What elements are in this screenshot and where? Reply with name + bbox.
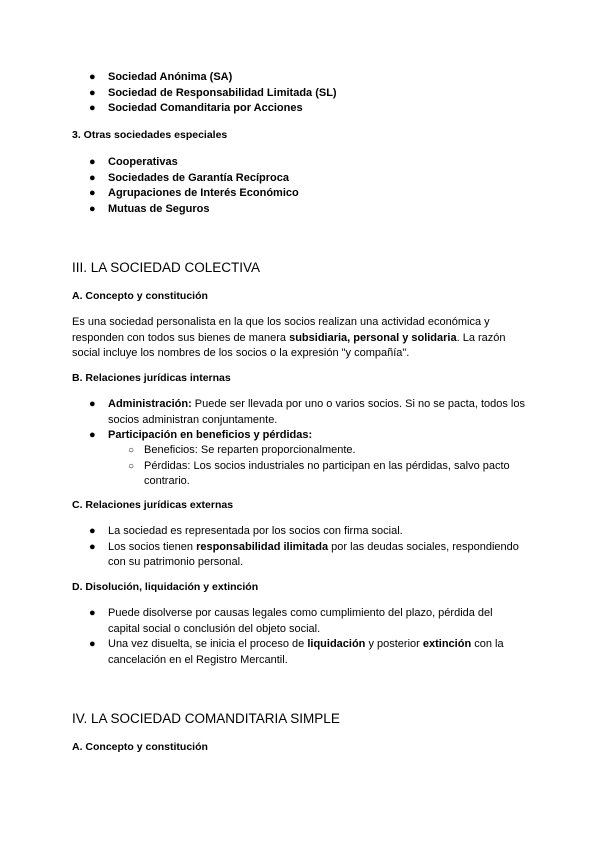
bullet-icon: ● (89, 71, 96, 83)
list-item: ● Sociedad Comanditaria por Acciones (72, 101, 542, 117)
list-item: ● Participación en beneficios y pérdidas: (72, 428, 527, 444)
list-item: ○ Beneficios: Se reparten proporcionalmente. (72, 443, 527, 459)
heading-iii-d: D. Disolución, liquidación y extinción (72, 581, 259, 593)
heading-iii-b: B. Relaciones jurídicas internas (72, 372, 231, 384)
sublist-iii-b (72, 443, 527, 490)
heading-otras-sociedades: 3. Otras sociedades especiales (72, 129, 228, 141)
list-item: ● Puede disolverse por causas legales como cumplimiento del plazo, pérdida del capital social o conclusión del objeto social. (89, 607, 493, 635)
list-item: ● Sociedad Anónima (SA) (72, 70, 542, 86)
bullet-icon: ● (89, 638, 96, 650)
list-item: ● Una vez disuelta, se inicia el proceso de liquidación y posterior extinción con la cancelación en el Registro Mercantil. (89, 638, 504, 666)
list-item: ● Administración: Puede ser llevada por uno o varios socios. Si no se pacta, todos los socios administran conjuntamente. (89, 398, 525, 426)
circle-bullet-icon: ○ (128, 445, 135, 456)
list-sociedades-capitalistas (72, 70, 542, 117)
list-iii-b (72, 397, 527, 444)
section-title-iv: IV. LA SOCIEDAD COMANDITARIA SIMPLE (72, 711, 340, 726)
paragraph-iii-a: Es una sociedad personalista en la que los socios realizan una actividad económica y responden con todos sus bienes de manera subsidiaria, personal y solidaria. La razón social incluye los nombres de los socios o la expresión "y compañía". (72, 316, 506, 359)
section-title-iii: III. LA SOCIEDAD COLECTIVA (72, 260, 261, 275)
bullet-icon: ● (89, 540, 96, 553)
heading-iii-a: A. Concepto y constitución (72, 290, 208, 302)
list-iii-d (72, 606, 527, 668)
bullet-icon: ● (89, 102, 96, 114)
bullet-icon: ● (89, 607, 96, 619)
list-item: ● Mutuas de Seguros (72, 202, 542, 218)
list-item: ● Sociedad de Responsabilidad Limitada (SL) (72, 86, 542, 102)
bullet-icon: ● (89, 429, 96, 441)
bullet-icon: ● (89, 202, 96, 215)
bullet-icon: ● (89, 398, 96, 410)
list-item: ○ Pérdidas: Los socios industriales no participan en las pérdidas, salvo pacto contrario. (128, 459, 510, 487)
bullet-icon: ● (89, 187, 96, 199)
circle-bullet-icon: ○ (128, 460, 135, 472)
bullet-icon: ● (89, 86, 96, 99)
bullet-icon: ● (89, 171, 96, 184)
list-item: ● La sociedad es representada por los socios con firma social. (72, 524, 527, 540)
list-item: ● Sociedades de Garantía Recíproca (72, 171, 542, 187)
list-item: ● Cooperativas (72, 155, 542, 171)
list-item: ● Los socios tienen responsabilidad ilimitada por las deudas sociales, respondiendo con su patrimonio personal. (89, 540, 519, 568)
list-otras-sociedades (72, 155, 542, 217)
heading-iii-c: C. Relaciones jurídicas externas (72, 499, 234, 511)
list-iii-c (72, 524, 527, 571)
bullet-icon: ● (89, 525, 96, 537)
bullet-icon: ● (89, 156, 96, 168)
heading-iv-a: A. Concepto y constitución (72, 741, 208, 753)
list-item: ● Agrupaciones de Interés Económico (72, 186, 542, 202)
